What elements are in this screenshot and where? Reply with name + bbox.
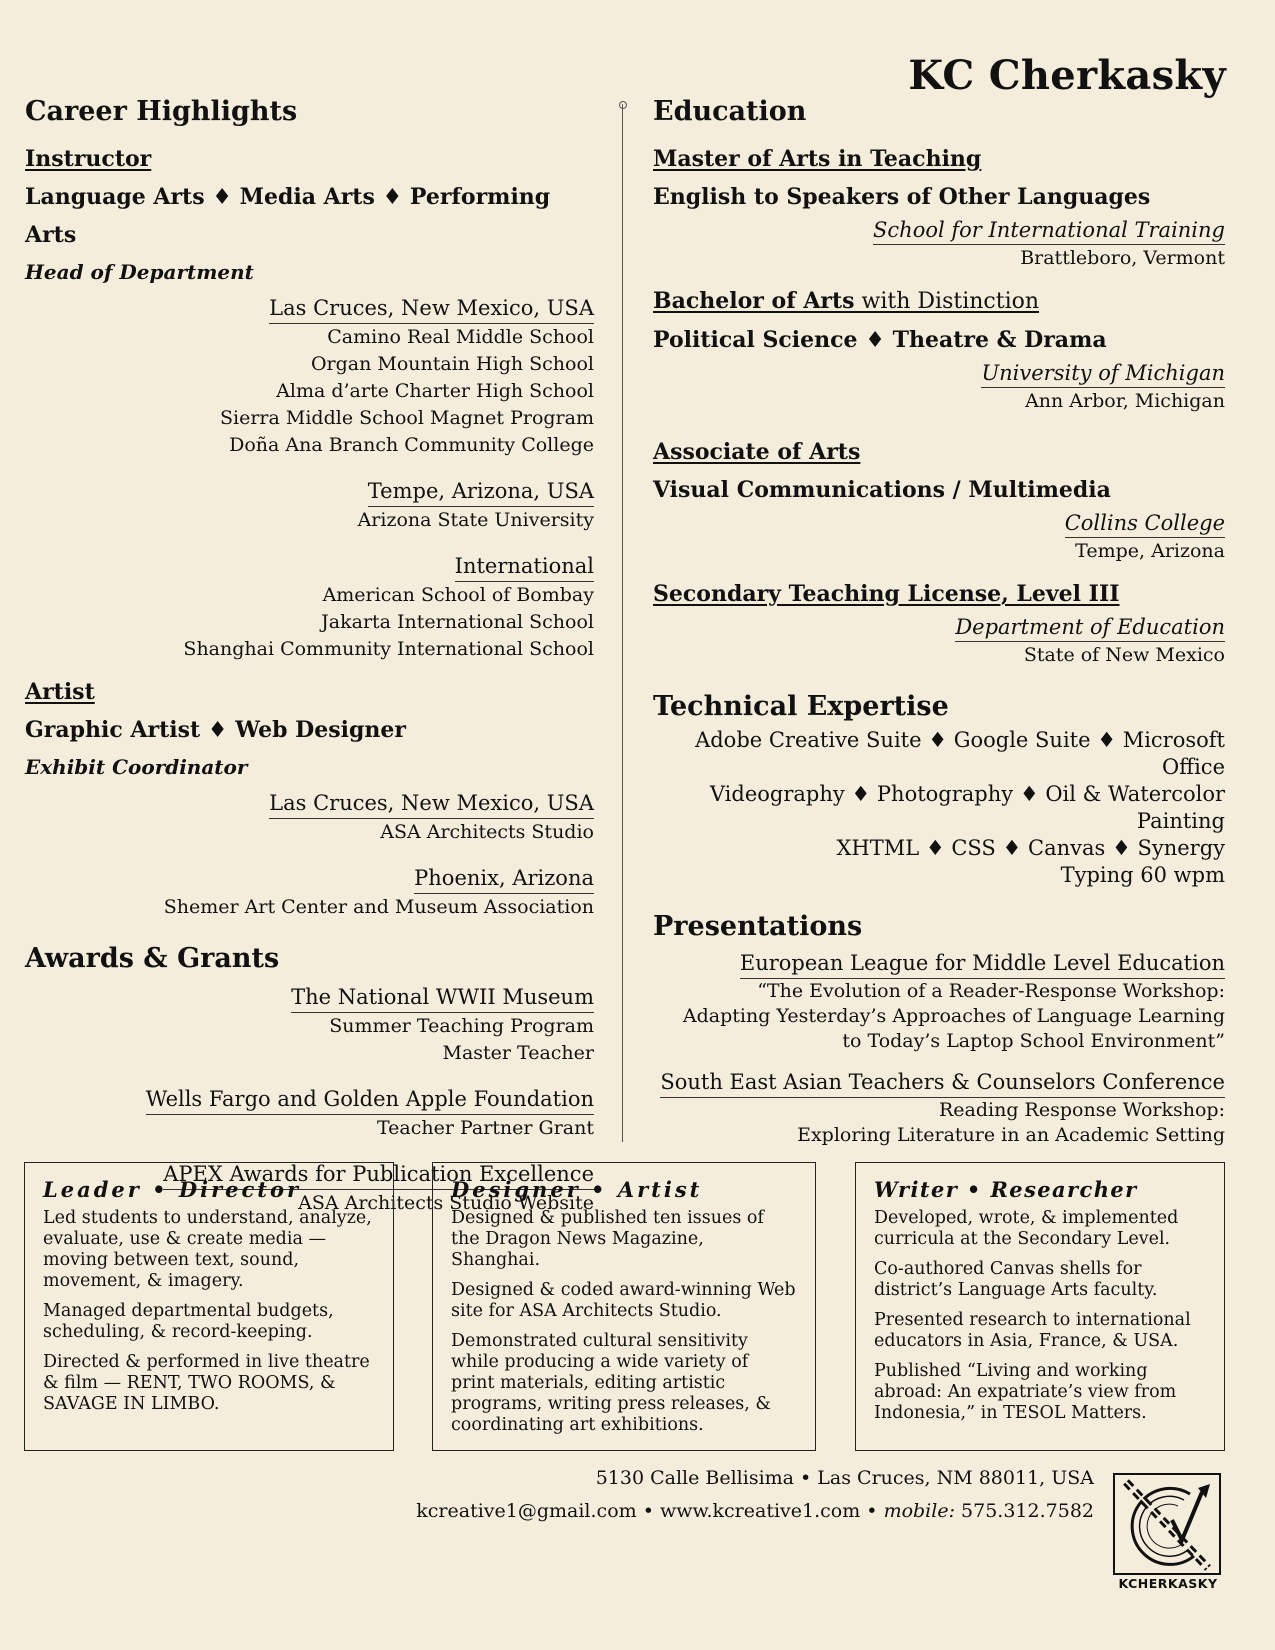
instructor-group <box>25 294 594 459</box>
artist-title: Artist <box>25 679 95 705</box>
list-item: Arizona State University <box>357 509 594 531</box>
tech-line: XHTML ♦ CSS ♦ Canvas ♦ Synergy <box>836 836 1225 860</box>
award-name: The National WWII Museum <box>291 983 594 1013</box>
presentation-line: to Today’s Laptop School Environment” <box>842 1030 1225 1052</box>
writer-box <box>855 1162 1225 1451</box>
degree-field: Political Science ♦ Theatre & Drama <box>653 327 1107 353</box>
list-item: Alma d’arte Charter High School <box>276 380 594 402</box>
awards-heading: Awards & Grants <box>25 943 280 974</box>
box-title: Leader • Director <box>43 1177 302 1202</box>
resume-name: KC Cherkasky <box>908 52 1226 99</box>
list-item: Teacher Partner Grant <box>376 1117 594 1139</box>
license-place: State of New Mexico <box>1023 644 1225 666</box>
box-paragraph: Presented research to international educators in Asia, France, & USA. <box>874 1310 1191 1351</box>
designer-box <box>432 1162 816 1451</box>
right-column <box>653 92 1225 1148</box>
award-group <box>25 983 594 1067</box>
location-heading: Tempe, Arizona, USA <box>368 477 594 507</box>
instructor-role: Head of Department <box>25 260 254 284</box>
award-name: Wells Fargo and Golden Apple Foundation <box>146 1085 594 1115</box>
presentation-line: Adapting Yesterday’s Approaches of Language Learning <box>682 1005 1225 1027</box>
list-item: Shanghai Community International School <box>183 638 594 660</box>
instructor-group <box>25 552 594 663</box>
box-title: Writer • Researcher <box>874 1177 1138 1202</box>
presentations-heading: Presentations <box>653 911 863 942</box>
location-heading: Las Cruces, New Mexico, USA <box>269 789 594 819</box>
box-paragraph: Published “Living and working abroad: An expatriate’s view from Indonesia,” in TESOL Matters. <box>874 1361 1177 1423</box>
presentation-line: Reading Response Workshop: <box>939 1099 1225 1121</box>
column-divider <box>622 104 623 1142</box>
presentation-line: Exploring Literature in an Academic Setting <box>797 1124 1225 1146</box>
degree-school: School for International Training <box>873 216 1225 245</box>
technical-heading: Technical Expertise <box>653 691 949 722</box>
list-item: Doña Ana Branch Community College <box>229 434 594 456</box>
mobile-number: 575.312.7582 <box>961 1500 1094 1522</box>
box-paragraph: Directed & performed in live theatre & film — RENT, TWO ROOMS, & SAVAGE IN LIMBO. <box>43 1352 370 1414</box>
artist-group <box>25 789 594 846</box>
website-link[interactable]: www.kcreative1.com <box>659 1500 861 1522</box>
email-link[interactable]: kcreative1@gmail.com <box>416 1500 637 1522</box>
degree-place: Tempe, Arizona <box>1075 540 1225 562</box>
artist-group <box>25 864 594 921</box>
divider-cap <box>619 101 627 109</box>
kc-monogram-icon <box>1112 1472 1224 1592</box>
list-item: ASA Architects Studio <box>380 821 594 843</box>
box-title: Designer • Artist <box>451 1177 703 1202</box>
license-title: Secondary Teaching License, Level III <box>653 581 1120 607</box>
list-item: Shemer Art Center and Museum Association <box>163 896 594 918</box>
box-paragraph: Designed & coded award-winning Web site for ASA Architects Studio. <box>451 1280 796 1321</box>
degree-school: Collins College <box>1065 509 1225 538</box>
license-issuer: Department of Education <box>955 613 1225 642</box>
list-item: Jakarta International School <box>321 611 594 633</box>
instructor-group <box>25 477 594 534</box>
box-paragraph: Led students to understand, analyze, evaluate, use & create media — moving between text, sound, movement, & imagery. <box>43 1208 372 1291</box>
box-paragraph: Developed, wrote, & implemented curricula at the Secondary Level. <box>874 1208 1179 1249</box>
tech-line: Videography ♦ Photography ♦ Oil & Watercolor Painting <box>709 782 1225 833</box>
education-heading: Education <box>653 96 807 127</box>
degree-place: Ann Arbor, Michigan <box>1025 390 1225 412</box>
box-paragraph: Co-authored Canvas shells for district’s Language Arts faculty. <box>874 1259 1158 1300</box>
list-item: ASA Architects Studio Website <box>298 1192 594 1214</box>
location-heading: Phoenix, Arizona <box>414 864 594 894</box>
presentation-line: “The Evolution of a Reader-Response Workshop: <box>757 980 1225 1002</box>
list-item: Summer Teaching Program <box>329 1015 594 1037</box>
tech-line: Adobe Creative Suite ♦ Google Suite ♦ Microsoft Office <box>695 728 1225 779</box>
box-paragraph: Designed & published ten issues of the Dragon News Magazine, Shanghai. <box>451 1208 764 1270</box>
leader-box <box>24 1162 394 1451</box>
award-name: APEX Awards for Publication Excellence <box>163 1160 594 1190</box>
artist-role: Exhibit Coordinator <box>25 755 248 779</box>
list-item: Master Teacher <box>442 1042 594 1064</box>
left-column <box>25 92 594 1217</box>
tech-line: Typing 60 wpm <box>1060 863 1225 887</box>
footer-address: 5130 Calle Bellisima • Las Cruces, NM 88011, USA <box>595 1467 1094 1489</box>
list-item: Organ Mountain High School <box>310 353 594 375</box>
mobile-label: mobile: <box>883 1500 955 1522</box>
instructor-areas: Language Arts ♦ Media Arts ♦ Performing Arts <box>25 184 551 248</box>
instructor-title: Instructor <box>25 146 152 172</box>
degree-school: University of Michigan <box>981 359 1225 388</box>
list-item: Camino Real Middle School <box>327 326 594 348</box>
award-group <box>25 1085 594 1142</box>
footer-contact: kcreative1@gmail.com • www.kcreative1.com • mobile: 575.312.7582 <box>416 1500 1094 1522</box>
degree-field: Visual Communications / Multimedia <box>653 477 1111 503</box>
location-heading: International <box>455 552 594 582</box>
presentation-venue: South East Asian Teachers & Counselors Conference <box>660 1068 1225 1098</box>
degree-title: Associate of Arts <box>653 439 861 465</box>
logo-wordmark: KCHERKASKY <box>1118 1576 1218 1591</box>
artist-areas: Graphic Artist ♦ Web Designer <box>25 717 406 743</box>
career-heading: Career Highlights <box>25 96 298 127</box>
list-item: Sierra Middle School Magnet Program <box>220 407 594 429</box>
degree-place: Brattleboro, Vermont <box>1020 247 1225 269</box>
box-paragraph: Managed departmental budgets, scheduling, & record-keeping. <box>43 1301 334 1342</box>
degree-title: Bachelor of Arts with Distinction <box>653 288 1040 314</box>
degree-field: English to Speakers of Other Languages <box>653 184 1151 210</box>
location-heading: Las Cruces, New Mexico, USA <box>269 294 594 324</box>
presentation-venue: European League for Middle Level Education <box>740 949 1225 979</box>
degree-title: Master of Arts in Teaching <box>653 146 982 172</box>
list-item: American School of Bombay <box>322 584 594 606</box>
box-paragraph: Demonstrated cultural sensitivity while producing a wide variety of print materials, editing artistic programs, writing press releases, & coordinating art exhibitions. <box>451 1331 771 1435</box>
